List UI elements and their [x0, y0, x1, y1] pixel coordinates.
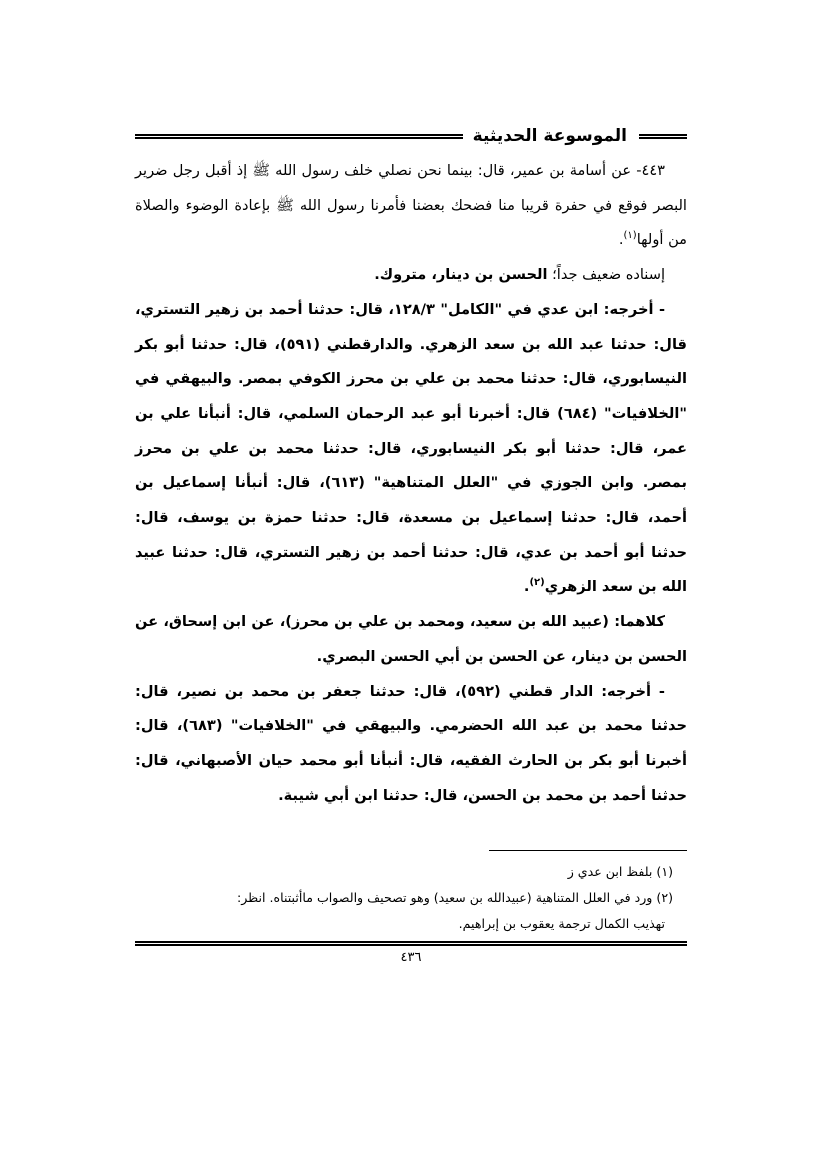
page-number: ٤٣٦: [400, 950, 422, 966]
footnote-2: (٢) ورد في العلل المتناهية (عبيدالله بن سعيد) وهو تصحيف والصواب ماأثبتناه. انظر:: [236, 890, 673, 906]
header-rule-right: [639, 134, 687, 139]
footnote-2-continuation: تهذيب الكمال ترجمة يعقوب بن إبراهيم.: [458, 916, 665, 932]
paragraph-both: كلاهما: (عبيد الله بن سعيد، ومحمد بن علي بن محرز)، عن ابن إسحاق، عن الحسن بن دينار، عن الحسن بن أبي الحسن البصري.: [135, 613, 687, 665]
footnote-ref-2: (٢): [529, 577, 545, 589]
main-text: [135, 154, 687, 813]
footnote-1: (١) بلفظ ابن عدي ز: [567, 864, 673, 880]
paragraph-takhrij-2: - أخرجه: الدار قطني (٥٩٢)، قال: حدثنا جعفر بن محمد بن نصير، قال: حدثنا محمد بن عبد الله الحضرمي. والبيهقي في "الخلافيات" (٦٨٣)، قال: أخبرنا أبو بكر بن الحارث الفقيه، قال: أنبأنا أبو محمد حيان الأصبهاني، قال: حدثنا أحمد بن محمد بن الحسن، قال: حدثنا ابن أبي شيبة.: [135, 682, 687, 804]
header-title: الموسوعة الحديثية: [472, 126, 627, 146]
running-header: [135, 118, 687, 154]
paragraph-hadith: ٤٤٣- عن أسامة بن عمير، قال: بينما نحن نصلي خلف رسول الله ﷺ إذ أقبل رجل ضرير البصر فوقع في حفرة قريبا منا فضحك بعضنا فأمرنا رسول الله ﷺ بإعادة الوضوء والصلاة من أولها$^{(١)}$.: [135, 162, 687, 249]
footnote-separator: [489, 850, 687, 851]
footnotes: [135, 859, 687, 937]
header-rule-left: [135, 134, 463, 139]
paragraph-takhrij-1: - أخرجه: ابن عدي في "الكامل" ١٢٨/٣، قال: حدثنا أحمد بن زهير التستري، قال: حدثنا عبد الله بن سعد الزهري. والدارقطني (٥٩١)، قال: حدثنا أبو بكر النيسابوري، قال: حدثنا محمد بن علي بن محرز الكوفي بمصر. والبيهقي في "الخلافيات" (٦٨٤) قال: أخبرنا أبو عبد الرحمان السلمي، قال: أنبأنا علي بن عمر، قال: حدثنا أبو بكر النيسابوري، قال: حدثنا محمد بن علي بن محرز بمصر. وابن الجوزي في "العلل المتناهية" (٦١٣)، قال: أنبأنا إسماعيل بن أحمد، قال: حدثنا إسماعيل بن مسعدة، قال: حدثنا حمزة بن يوسف، قال: حدثنا أبو أحمد بن عدي، قال: حدثنا أحمد بن زهير التستري، قال: حدثنا عبيد الله بن سعد الزهري$^{(٢)}$.: [135, 300, 687, 596]
footnote-ref-1: (١): [623, 230, 637, 242]
document-page: [135, 118, 687, 965]
footer-rule: [135, 941, 687, 946]
paragraph-grading: إسناده ضعيف جداً؛ الحسن بن دينار، متروك.: [374, 266, 665, 284]
